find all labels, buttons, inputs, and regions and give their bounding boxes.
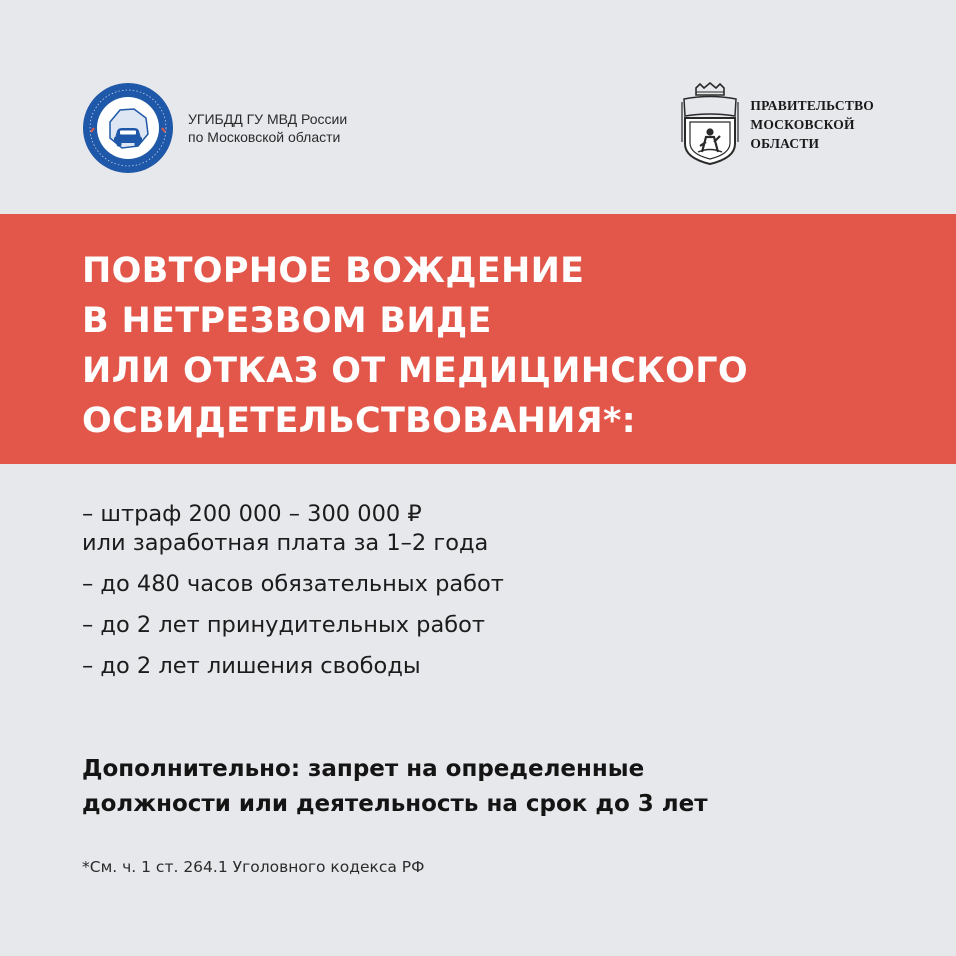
penalty-item-community-work [82,570,504,599]
penalty-line: или заработная плата за 1–2 года [82,530,489,556]
headline-title [82,246,748,446]
headline-line: ИЛИ ОТКАЗ ОТ МЕДИЦИНСКОГО [82,351,748,391]
penalty-item-fine [82,500,504,558]
header [82,82,874,182]
headline-line: ПОВТОРНОЕ ВОЖДЕНИЕ [82,251,585,291]
penalty-line: – до 480 часов обязательных работ [82,571,504,597]
footnote: *См. ч. 1 ст. 264.1 Уголовного кодекса РФ [82,858,425,876]
additional-restriction [82,752,708,822]
gov-line-3: ОБЛАСТИ [750,135,820,151]
government-logo [680,82,874,166]
gibdd-line-2: по Московской области [188,129,341,145]
penalty-item-imprisonment [82,652,504,681]
moscow-oblast-coat-of-arms-icon [680,82,740,166]
additional-line: должности или деятельность на срок до 3 лет [82,791,708,817]
gov-line-1: ПРАВИТЕЛЬСТВО [750,97,874,113]
penalty-line: – до 2 лет принудительных работ [82,612,486,638]
gibdd-emblem-icon [82,82,174,174]
gibdd-line-1: УГИБДД ГУ МВД России [188,111,348,127]
headline-line: ОСВИДЕТЕЛЬСТВОВАНИЯ*: [82,401,636,441]
penalty-line: – штраф 200 000 – 300 000 ₽ [82,501,422,527]
headline-line: В НЕТРЕЗВОМ ВИДЕ [82,301,492,341]
penalty-line: – до 2 лет лишения свободы [82,653,421,679]
additional-line: Дополнительно: запрет на определенные [82,756,645,782]
penalty-item-forced-labor [82,611,504,640]
gov-line-2: МОСКОВСКОЙ [750,116,855,132]
penalties-list [82,500,504,693]
headline-banner [0,214,956,464]
gibdd-logo [82,82,347,174]
